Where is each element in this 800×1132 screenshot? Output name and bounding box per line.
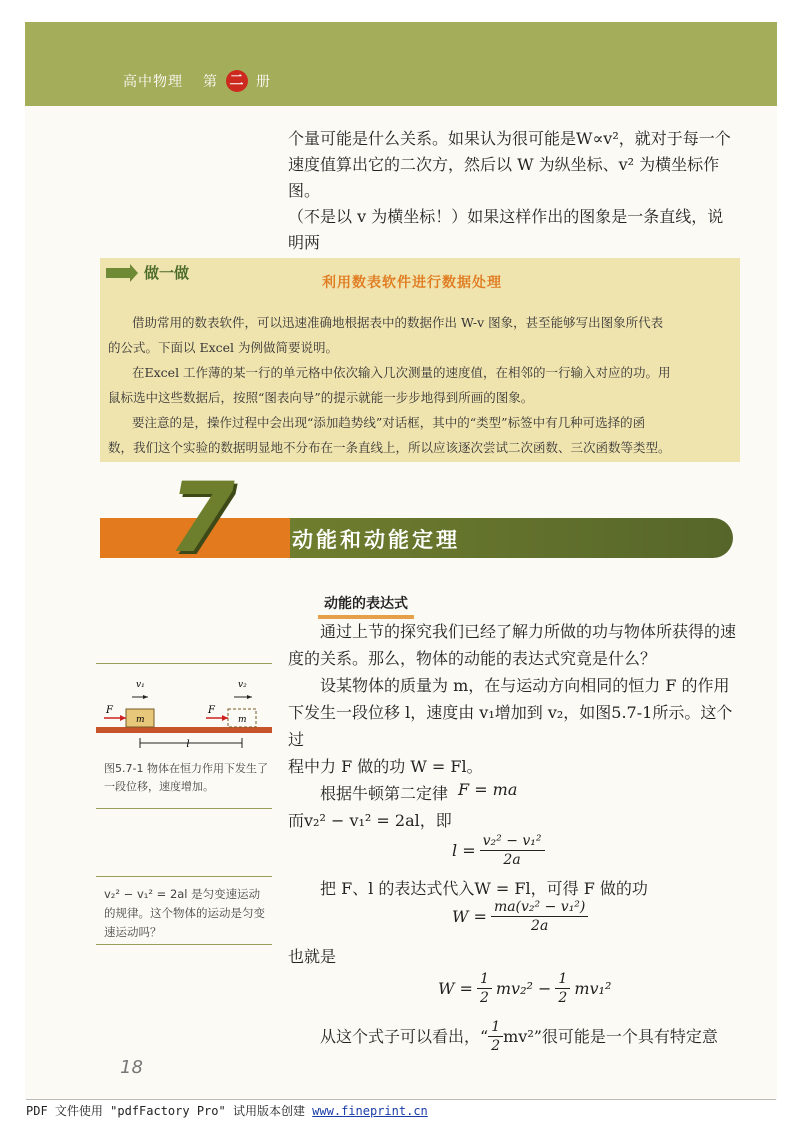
equation-term: mv₁²: [574, 979, 612, 998]
paragraph-line: 根据牛顿第二定律: [320, 784, 449, 803]
activity-line: 鼠标选中这些数据后，按照“图表向导”的提示就能一步步地得到所画的图象。: [108, 390, 534, 405]
label-v1: v₁: [136, 680, 145, 690]
equation-newton: F = ma: [458, 780, 518, 799]
ground: [96, 727, 272, 733]
paragraph-line: [320, 1018, 718, 1055]
activity-line: 数，我们这个实验的数据明显地不分布在一条直线上，所以应该逐次尝试二次函数、三次函数等类型。: [108, 440, 671, 455]
volume-suffix: 册: [256, 74, 271, 90]
arrow-icon: [106, 268, 130, 278]
fraction-half: [555, 970, 570, 1007]
equation-kinetic-energy: [438, 970, 611, 1007]
book-title: 高中物理: [123, 74, 183, 90]
fraction: [480, 832, 545, 869]
fraction-denominator: 2: [479, 990, 489, 1006]
footer-link[interactable]: www.fineprint.cn: [312, 1104, 428, 1118]
equation-lhs: W =: [438, 979, 473, 998]
volume-prefix: 第: [203, 74, 218, 90]
arrowhead: [222, 715, 228, 721]
text-run: mv²”很可能是一个具有特定意: [503, 1026, 718, 1046]
label-force: F: [106, 705, 113, 716]
fraction-numerator: 1: [488, 1018, 503, 1037]
activity-heading: 利用数表软件进行数据处理: [322, 275, 502, 291]
page-number: 18: [120, 1057, 143, 1078]
equation-work: [452, 898, 588, 935]
note-rule-bottom: [96, 944, 272, 945]
note-rule-top: [96, 876, 272, 877]
intro-line: 个量可能是什么关系。如果认为很可能是W∝v²，就对于每一个: [288, 129, 731, 148]
label-displacement: l: [186, 739, 190, 750]
fraction-half: [488, 1018, 503, 1055]
fraction-denominator: 2: [558, 990, 568, 1006]
paragraph-line: 通过上节的探究我们已经了解力所做的功与物体所获得的速: [320, 622, 737, 641]
equation-lhs: l =: [452, 841, 476, 860]
paragraph-line: 程中力 F 做的功 W = Fl。: [288, 757, 483, 776]
fraction-denominator: 2a: [503, 852, 521, 868]
volume-number-badge: 二: [226, 70, 248, 92]
main-text: [288, 618, 738, 807]
fraction-numerator: 1: [477, 970, 492, 989]
intro-line: 速度值算出它的二次方，然后以 W 为纵坐标、v² 为横坐标作图。: [288, 155, 720, 200]
equation-displacement: [452, 832, 545, 869]
footer-text: PDF 文件使用 "pdfFactory Pro" 试用版本创建: [26, 1104, 313, 1118]
fraction: [491, 898, 588, 935]
equation-lhs: W =: [452, 907, 487, 926]
figure-rule-bottom: [96, 808, 272, 809]
activity-line: 要注意的是，操作过程中会出现“添加趋势线”对话框，其中的“类型”标签中有几种可选择的函: [132, 415, 646, 430]
fraction-denominator: 2a: [531, 918, 549, 934]
activity-line: 借助常用的数表软件，可以迅速准确地根据表中的数据作出 W-v 图象，甚至能够写出图象所代表: [132, 315, 664, 330]
activity-line: 在Excel 工作薄的某一行的单元格中依次输入几次测量的速度值，在相邻的一行输入对应的功。用: [132, 365, 671, 380]
activity-label-text: 做一做: [144, 264, 190, 282]
section-title: 动能和动能定理: [292, 528, 460, 552]
activity-text: [108, 310, 734, 460]
text-run: 从这个式子可以看出，“: [320, 1026, 489, 1046]
paragraph-line: 把 F、l 的表达式代入W = Fl，可得 F 做的功: [320, 879, 648, 898]
paragraph-line: 度的关系。那么，物体的动能的表达式究竟是什么？: [288, 649, 657, 668]
paragraph-line: 也就是: [288, 947, 337, 966]
intro-line: （不是以 v 为横坐标！）如果这样作出的图象是一条直线，说明两: [288, 207, 724, 252]
label-mass: m: [136, 715, 145, 725]
fraction-numerator: v₂² − v₁²: [480, 832, 545, 851]
fraction-numerator: 1: [555, 970, 570, 989]
activity-label: [106, 262, 189, 283]
activity-line: 的公式。下面以 Excel 为例做简要说明。: [108, 340, 339, 355]
running-header: [123, 70, 271, 92]
footer-rule: [26, 1099, 776, 1100]
arrowhead: [120, 715, 126, 721]
header-band: [25, 22, 777, 106]
label-v2: v₂: [238, 680, 247, 690]
paragraph-line: 而v₂² − v₁² = 2al，即: [288, 811, 452, 830]
figure-caption: 图5.7-1 物体在恒力作用下发生了一段位移，速度增加。: [104, 762, 268, 793]
paragraph-line: 下发生一段位移 l，速度由 v₁增加到 v₂，如图5.7-1所示。这个过: [288, 703, 733, 749]
fraction-numerator: ma(v₂² − v₁²): [491, 898, 588, 917]
subheading: 动能的表达式: [318, 593, 414, 619]
fraction-half: [477, 970, 492, 1007]
label-mass: m: [238, 715, 247, 725]
footer: [26, 1102, 428, 1119]
fraction-denominator: 2: [491, 1038, 501, 1054]
side-note: v₂² − v₁² = 2al 是匀变速运动的规律。这个物体的运动是匀变速运动吗？: [104, 887, 265, 939]
section-number: 7: [168, 462, 235, 574]
equation-term: mv₂² −: [495, 979, 552, 998]
arrowhead: [247, 695, 252, 699]
arrowhead: [143, 695, 148, 699]
paragraph-line: 设某物体的质量为 m，在与运动方向相同的恒力 F 的作用: [320, 676, 730, 695]
label-force: F: [208, 705, 215, 716]
